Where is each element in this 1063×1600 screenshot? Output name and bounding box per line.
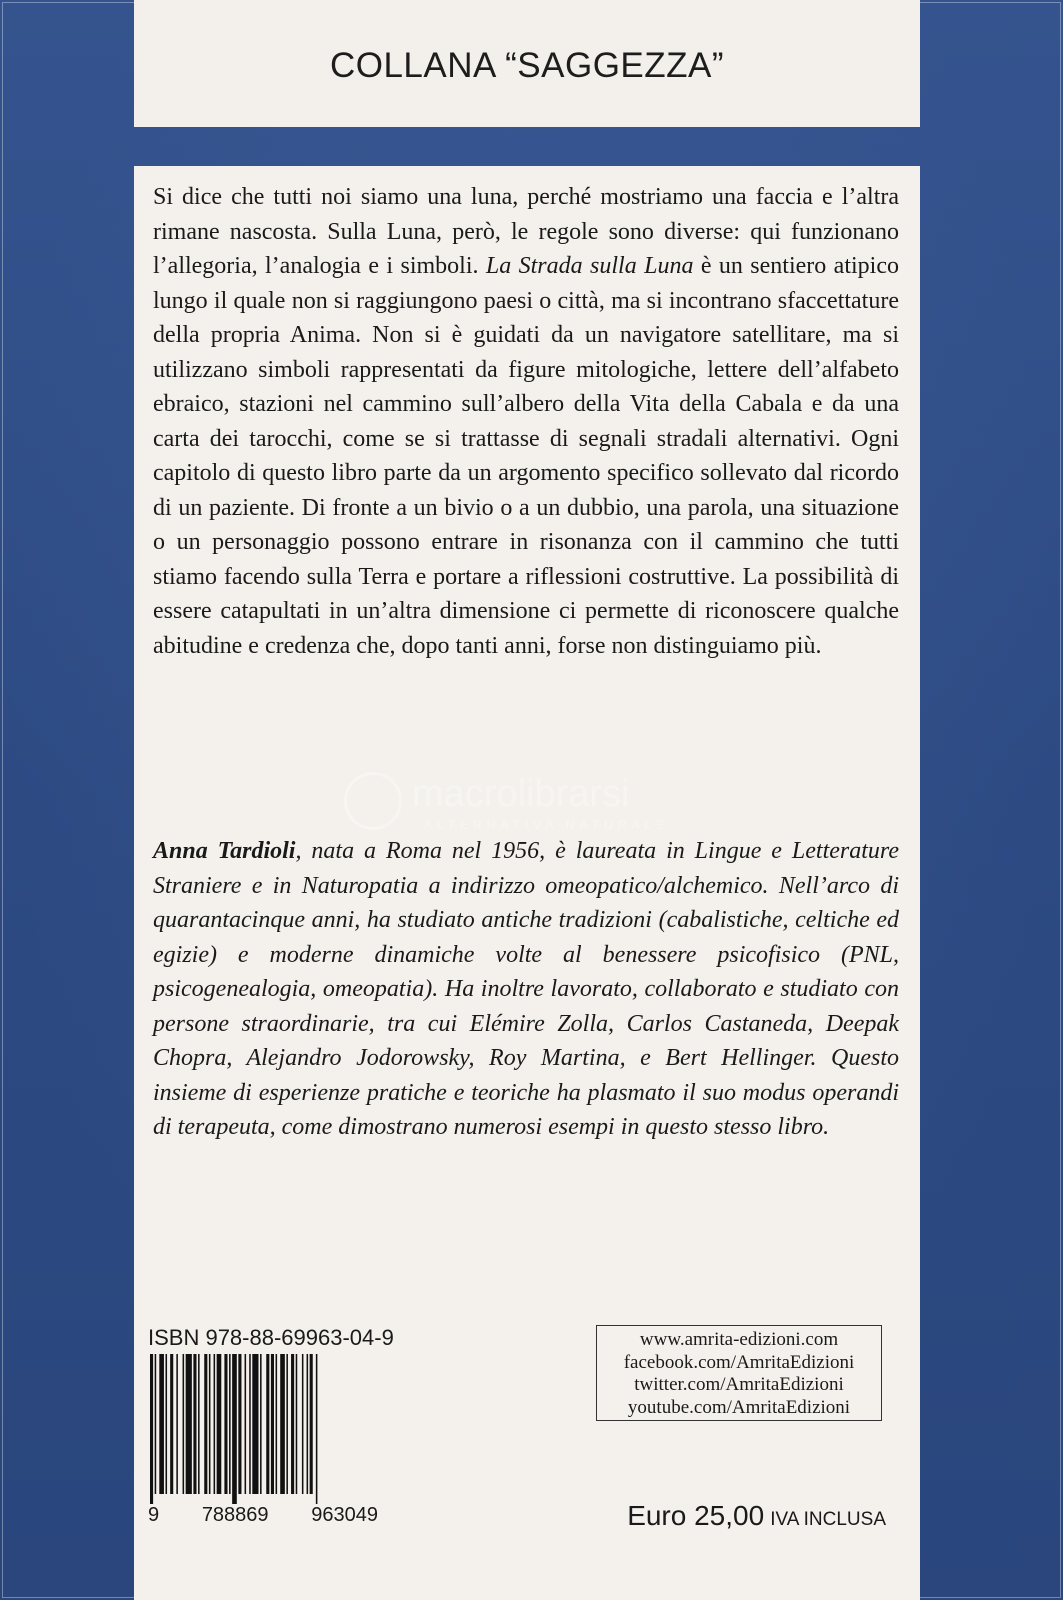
barcode-bar [198, 1354, 200, 1494]
series-banner [134, 0, 920, 127]
barcode-bar [249, 1354, 251, 1494]
watermark-name: macrolibrarsi [412, 773, 630, 815]
barcode-digits [148, 1504, 378, 1527]
barcode-bar [176, 1354, 178, 1494]
blurb-body: è un sentiero atipico lungo il quale non si raggiungono paesi o città, ma si incontrano sfaccettature della propria Anima. Non si è guidati da un navigatore satellitare, ma si utilizzano simboli rappresentati da figure mitologiche, lettere dell’alfabeto ebraico, stazioni nel cammino sull’albero della Vita della Cabala e da una carta dei tarocchi, come se si trattasse di segnali stradali alternativi. Ogni capitolo di questo libro parte da un argomento specifico sollevato dal ricordo di un paziente. Di fronte a un bivio o a un dubbio, una parola, una situazione o un personaggio possono entrare in risonanza con il cammino che tutti stiamo facendo sulla Terra e portare a riflessioni costruttive. La possibilità di essere catapultati in un’altra dimensione ci permette di riconoscere qualche abitudine e credenza che, dopo tanti anni, forse non distinguiamo più. [153, 253, 899, 659]
barcode-bar [170, 1354, 173, 1494]
barcode-bar [214, 1354, 216, 1494]
barcode-bar [310, 1354, 313, 1494]
barcode-digits-left: 788869 [201, 1504, 269, 1526]
barcode-bar [150, 1354, 153, 1504]
barcode-bar [166, 1354, 168, 1494]
barcode-bar [193, 1354, 196, 1494]
price-vat: IVA INCLUSA [770, 1509, 886, 1530]
barcode-bar [302, 1354, 304, 1494]
barcode-bar [204, 1354, 207, 1494]
watermark-tagline: ALTERNATIVA NATURALE [424, 818, 670, 832]
blurb-intro: Si dice che tutti noi siamo una luna, perché mostriamo una faccia e l’altra rimane nascosta. Sulla Luna, però, le regole sono diverse: qui funzionano l’allegoria, l’analogia e i simboli. [153, 184, 899, 279]
contact-youtube: youtube.com/AmritaEdizioni [627, 1396, 851, 1418]
barcode-bar [252, 1354, 258, 1494]
contact-facebook: facebook.com/AmritaEdizioni [623, 1351, 855, 1373]
barcode-bar [245, 1354, 247, 1494]
barcode-bar [183, 1354, 185, 1494]
text-panel [134, 166, 920, 1600]
publisher-contacts [596, 1325, 882, 1421]
barcode-bar [276, 1354, 278, 1494]
watermark-logo-icon [344, 772, 402, 830]
author-name: Anna Tardioli [153, 838, 296, 864]
barcode-bar [271, 1354, 274, 1494]
barcode-bar [266, 1354, 269, 1494]
barcode [148, 1354, 378, 1504]
barcode-bar [232, 1354, 237, 1504]
barcode-digits-right: 963049 [311, 1504, 378, 1526]
author-bio [153, 834, 899, 1145]
barcode-bar [155, 1354, 157, 1494]
barcode-bar [238, 1354, 241, 1494]
price-amount: Euro 25,00 [627, 1500, 765, 1531]
barcode-bar [291, 1354, 294, 1494]
contact-twitter: twitter.com/AmritaEdizioni [634, 1374, 844, 1395]
barcode-bar [224, 1354, 227, 1494]
price [582, 1500, 886, 1532]
book-title: La Strada sulla Luna [485, 253, 694, 279]
watermark [344, 772, 724, 842]
barcode-bar [159, 1354, 164, 1494]
series-title: COLLANA “SAGGEZZA” [329, 45, 725, 85]
barcode-bar [217, 1354, 222, 1494]
barcode-bar [260, 1354, 262, 1494]
barcode-bar [229, 1354, 231, 1494]
barcode-digit-first: 9 [148, 1504, 160, 1526]
barcode-bar [286, 1354, 288, 1494]
isbn-label: ISBN 978-88-69963-04-9 [148, 1325, 394, 1350]
barcode-bar [296, 1354, 298, 1494]
barcode-bar [316, 1354, 318, 1504]
barcode-bar [186, 1354, 192, 1494]
author-bio-text: , nata a Roma nel 1956, è laureata in Lingue e Letterature Straniere e in Naturopatia a indirizzo omeopatico/alchemico. Nell’arco di quarantacinque anni, ha studiato antiche tradizioni (cabalistiche, celtiche ed egizie) e moderne dinamiche volte al benessere psicofisico (PNL, psicogenealogia, omeopatia). Ha inoltre lavorato, collaborato e studiato con persone straordinarie, tra cui Elémire Zolla, Carlos Castaneda, Deepak Chopra, Alejandro Jodorowsky, Roy Martina, e Bert Hellinger. Questo insieme di esperienze pratiche e teoriche ha plasmato il suo modus operandi di terapeuta, come dimostrano numerosi esempi in questo stesso libro. [153, 838, 899, 1140]
barcode-bar [280, 1354, 285, 1494]
contact-website: www.amrita-edizioni.com [639, 1329, 839, 1350]
barcode-bar [209, 1354, 211, 1494]
book-blurb [153, 180, 899, 663]
barcode-bar [307, 1354, 309, 1494]
